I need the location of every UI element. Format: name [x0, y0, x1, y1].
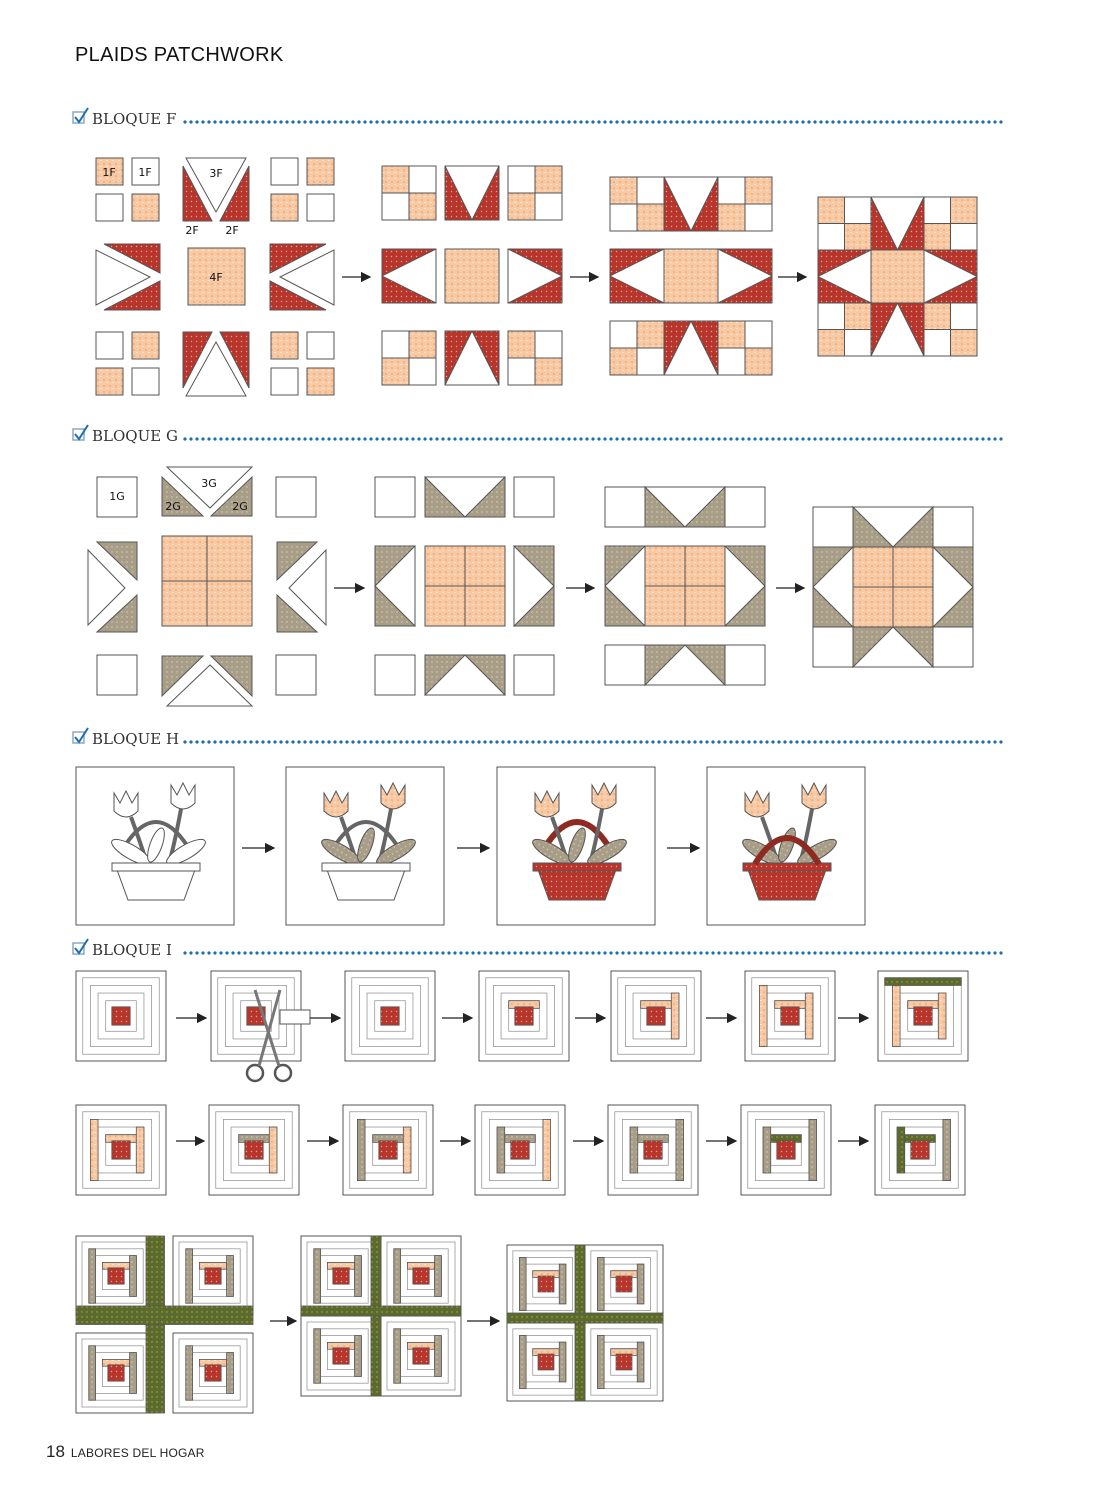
patch	[132, 194, 159, 221]
four-patch-square	[162, 536, 207, 581]
section-label: BLOQUE F	[92, 110, 177, 128]
four-patch-square	[409, 166, 436, 193]
patch	[375, 477, 415, 517]
log-strip	[897, 1127, 905, 1173]
four-patch-square	[745, 321, 772, 348]
log-strip	[938, 993, 946, 1039]
four-patch-square	[508, 331, 535, 358]
patch	[307, 194, 334, 221]
patch	[514, 477, 554, 517]
four-patch-square	[508, 193, 535, 220]
four-patch-square	[610, 177, 637, 204]
four-patch-square	[718, 204, 745, 231]
piece-label: 2G	[165, 500, 181, 513]
center-square	[108, 1365, 124, 1381]
patch	[605, 487, 645, 527]
piece-label: 2G	[232, 500, 248, 513]
patch	[271, 332, 298, 359]
four-patch-square	[645, 546, 685, 586]
four-patch-square	[745, 348, 772, 375]
four-patch-square	[893, 587, 933, 627]
center-square	[511, 1141, 529, 1159]
four-patch-square	[745, 177, 772, 204]
four-patch-square	[637, 321, 664, 348]
four-patch-square	[382, 331, 409, 358]
basket-rim	[112, 863, 200, 871]
section-label: BLOQUE I	[92, 941, 172, 959]
four-patch-square	[924, 303, 951, 330]
patch	[933, 507, 973, 547]
log-strip	[676, 1119, 684, 1180]
page-number: 18	[46, 1442, 65, 1461]
log-strip	[809, 1119, 817, 1180]
four-patch-square	[535, 331, 562, 358]
patch	[96, 332, 123, 359]
log-strip	[543, 1119, 551, 1180]
log-strip	[227, 1353, 234, 1394]
patch	[445, 249, 499, 303]
scissors-icon	[275, 1065, 291, 1081]
log-strip	[597, 1335, 604, 1388]
patch	[271, 194, 298, 221]
four-patch-square	[951, 197, 978, 224]
center-square	[112, 1007, 130, 1025]
center-square	[333, 1268, 349, 1284]
four-patch-square	[685, 546, 725, 586]
piece-label: 1F	[102, 166, 116, 179]
patch	[276, 477, 316, 517]
four-patch-square	[853, 587, 893, 627]
four-patch-square	[845, 224, 872, 251]
log-strip	[637, 1264, 644, 1304]
log-strip	[130, 1353, 137, 1394]
section-label: BLOQUE H	[92, 730, 180, 748]
log-strip	[357, 1119, 365, 1180]
center-square	[616, 1354, 632, 1370]
patch	[276, 655, 316, 695]
center-square	[379, 1141, 397, 1159]
checkbox-icon	[70, 726, 92, 748]
patch	[725, 487, 765, 527]
four-patch-square	[853, 547, 893, 587]
center-square	[381, 1007, 399, 1025]
four-patch-square	[382, 193, 409, 220]
dotted-rule	[182, 120, 1005, 124]
patch	[375, 655, 415, 695]
log-strip	[269, 1127, 277, 1173]
four-patch-square	[718, 177, 745, 204]
section-header-f	[70, 106, 1005, 134]
center-square	[108, 1268, 124, 1284]
four-patch-square	[207, 581, 252, 626]
log-strip	[355, 1336, 362, 1377]
four-patch-square	[465, 586, 505, 626]
piece-label: 1F	[138, 166, 152, 179]
section-label: BLOQUE G	[92, 427, 178, 445]
four-patch-square	[685, 586, 725, 626]
four-patch-square	[610, 348, 637, 375]
block-i-diagram	[76, 971, 968, 1413]
four-patch-square	[951, 330, 978, 357]
patch	[96, 194, 123, 221]
four-patch-square	[818, 303, 845, 330]
log-strip	[519, 1335, 526, 1388]
log-strip	[763, 1127, 771, 1173]
patch	[307, 368, 334, 395]
four-patch-square	[951, 303, 978, 330]
center-square	[781, 1007, 799, 1025]
log-strip	[355, 1256, 362, 1297]
block-g-diagram	[88, 467, 973, 706]
log-strip	[497, 1127, 505, 1173]
log-strip	[892, 985, 900, 1046]
log-strip	[227, 1256, 234, 1297]
log-strip	[597, 1257, 604, 1310]
four-patch-square	[162, 581, 207, 626]
patch	[514, 655, 554, 695]
scissors-icon	[247, 1065, 263, 1081]
patch	[725, 645, 765, 685]
center-square	[644, 1141, 662, 1159]
log-strip	[186, 1249, 193, 1303]
four-patch-square	[924, 197, 951, 224]
log-strip	[519, 1257, 526, 1310]
patch	[871, 250, 924, 303]
four-patch-square	[425, 586, 465, 626]
four-patch-square	[637, 204, 664, 231]
log-strip	[671, 993, 679, 1039]
four-patch-square	[610, 321, 637, 348]
patch	[307, 332, 334, 359]
four-patch-square	[535, 166, 562, 193]
patch	[307, 158, 334, 185]
four-patch-square	[718, 321, 745, 348]
four-patch-square	[818, 197, 845, 224]
patch	[813, 507, 853, 547]
basket-body	[326, 867, 406, 900]
basket-body	[116, 867, 196, 900]
center-square	[616, 1276, 632, 1292]
piece-label: 1G	[109, 490, 125, 503]
patch	[664, 249, 718, 303]
log-strip	[136, 1127, 144, 1173]
log-strip	[943, 1119, 951, 1180]
four-patch-square	[845, 330, 872, 357]
log-strip	[130, 1256, 137, 1297]
four-patch-square	[508, 166, 535, 193]
log-strip	[435, 1256, 442, 1297]
log-strip	[90, 1119, 98, 1180]
piece-label: 2F	[185, 224, 199, 237]
four-patch-square	[382, 166, 409, 193]
center-square	[515, 1007, 533, 1025]
log-strip	[314, 1249, 321, 1303]
log-strip	[314, 1329, 321, 1383]
center-square	[333, 1348, 349, 1364]
center-square	[911, 1141, 929, 1159]
four-patch-square	[818, 224, 845, 251]
patch	[271, 368, 298, 395]
patch	[271, 158, 298, 185]
cut-strip	[280, 1010, 310, 1024]
four-patch-square	[893, 547, 933, 587]
center-square	[245, 1141, 263, 1159]
four-patch-square	[409, 358, 436, 385]
checkbox-icon	[70, 423, 92, 445]
center-square	[538, 1354, 554, 1370]
log-strip	[637, 1342, 644, 1382]
dotted-rule	[182, 740, 1005, 744]
four-patch-square	[637, 177, 664, 204]
patch	[96, 368, 123, 395]
four-patch-square	[924, 224, 951, 251]
sash-strip	[76, 1306, 253, 1325]
log-strip	[885, 978, 962, 986]
four-patch-square	[610, 204, 637, 231]
four-patch-square	[845, 303, 872, 330]
four-patch-square	[535, 193, 562, 220]
basket-body	[537, 867, 617, 900]
four-patch-square	[409, 331, 436, 358]
log-strip	[435, 1336, 442, 1377]
log-strip	[89, 1249, 96, 1303]
magazine-name: LABORES DEL HOGAR	[70, 1446, 205, 1460]
center-square	[538, 1276, 554, 1292]
log-strip	[630, 1127, 638, 1173]
log-strip	[186, 1346, 193, 1400]
basket-rim	[322, 863, 410, 871]
page-title: PLAIDS PATCHWORK	[75, 44, 284, 66]
log-strip	[89, 1346, 96, 1400]
checkbox-icon	[70, 937, 92, 959]
center-square	[413, 1348, 429, 1364]
patch	[813, 627, 853, 667]
piece-label: 2F	[225, 224, 239, 237]
patch	[605, 645, 645, 685]
log-strip	[394, 1249, 401, 1303]
piece-label: 3F	[209, 167, 223, 180]
four-patch-square	[818, 330, 845, 357]
center-square	[205, 1365, 221, 1381]
four-patch-square	[924, 330, 951, 357]
piece-label: 3G	[201, 477, 217, 490]
center-square	[112, 1141, 130, 1159]
checkbox-icon	[70, 106, 92, 128]
section-header-h	[70, 726, 1005, 754]
basket-rim	[533, 863, 621, 871]
log-strip	[403, 1127, 411, 1173]
block-f-diagram	[96, 158, 977, 396]
sash-strip	[507, 1313, 663, 1323]
log-strip	[805, 993, 813, 1039]
sash-strip	[301, 1306, 461, 1316]
four-patch-square	[465, 546, 505, 586]
center-square	[205, 1268, 221, 1284]
four-patch-square	[425, 546, 465, 586]
patch	[132, 368, 159, 395]
log-strip	[559, 1264, 566, 1304]
block-h-diagram	[76, 767, 865, 925]
center-square	[914, 1007, 932, 1025]
basket-body	[747, 867, 827, 900]
patch	[132, 332, 159, 359]
four-patch-square	[718, 348, 745, 375]
four-patch-square	[745, 204, 772, 231]
four-patch-square	[845, 197, 872, 224]
patch	[933, 627, 973, 667]
section-header-g	[70, 423, 1005, 451]
section-header-i	[70, 937, 1005, 965]
center-square	[647, 1007, 665, 1025]
four-patch-square	[535, 358, 562, 385]
piece-label: 4F	[209, 271, 223, 284]
dotted-rule	[182, 951, 1005, 955]
four-patch-square	[207, 536, 252, 581]
log-strip	[559, 1342, 566, 1382]
four-patch-square	[645, 586, 685, 626]
four-patch-square	[508, 358, 535, 385]
center-square	[413, 1268, 429, 1284]
four-patch-square	[409, 193, 436, 220]
log-strip	[394, 1329, 401, 1383]
four-patch-square	[637, 348, 664, 375]
four-patch-square	[382, 358, 409, 385]
four-patch-square	[951, 224, 978, 251]
page-footer	[46, 1442, 205, 1462]
patch	[97, 655, 137, 695]
center-square	[777, 1141, 795, 1159]
log-strip	[759, 985, 767, 1046]
dotted-rule	[182, 437, 1005, 441]
